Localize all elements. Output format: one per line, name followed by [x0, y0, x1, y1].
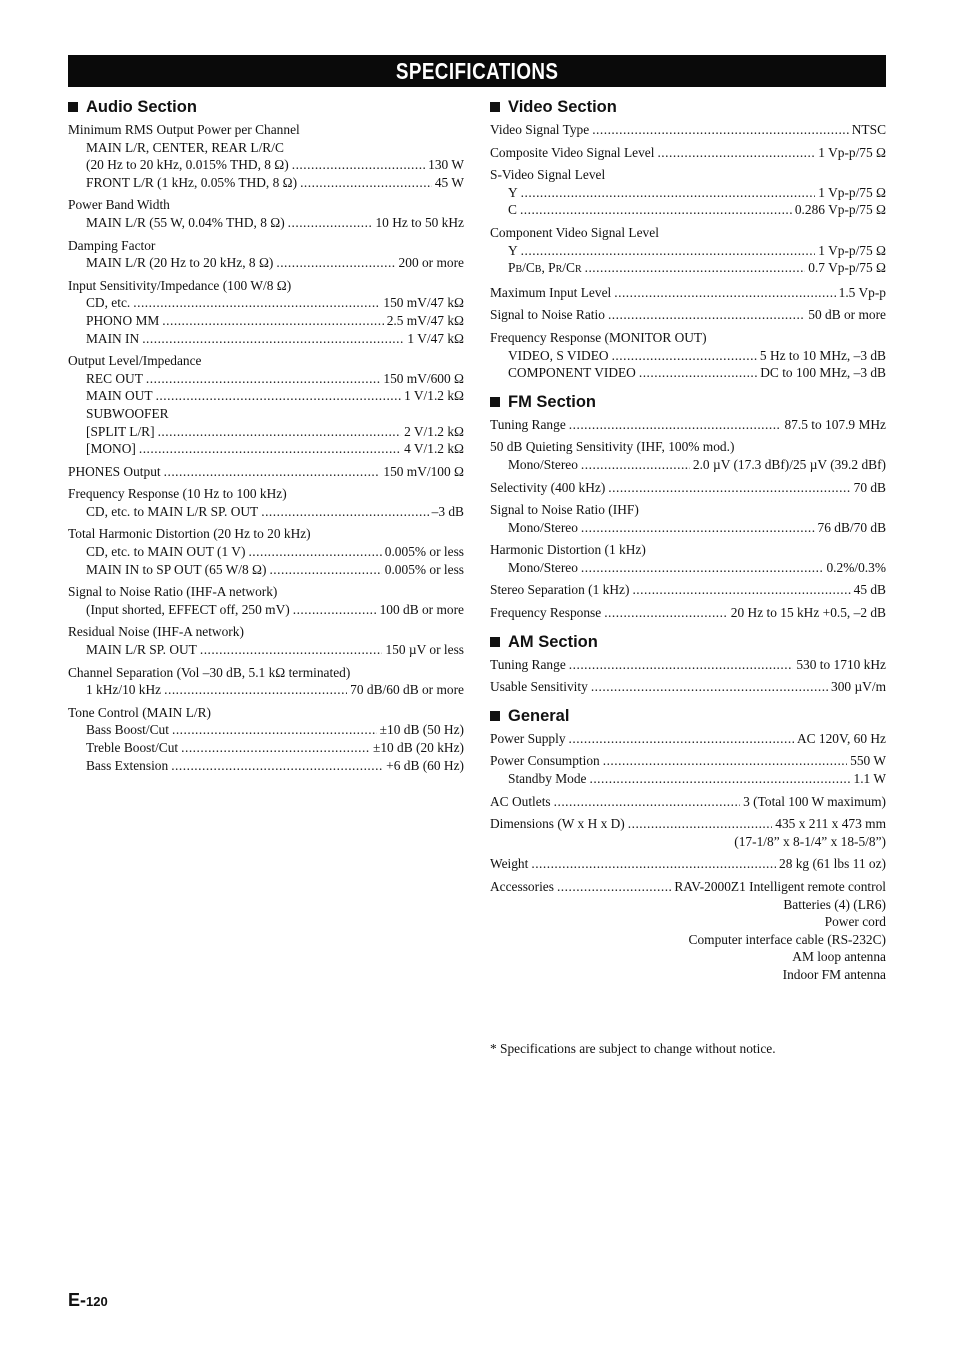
spec-power-supply — [490, 730, 886, 748]
spec-label: Signal to Noise Ratio (IHF) — [490, 502, 639, 518]
spec-dimensions — [490, 815, 886, 850]
spec-component — [490, 224, 886, 279]
spec-fm-harmonic — [490, 541, 886, 576]
spec-am-tuning — [490, 656, 886, 674]
fm-section-heading: FM Section — [490, 391, 886, 413]
spec-row: [MONO] ..... 4 V/1.2 kΩ — [68, 440, 464, 458]
spec-label: Damping Factor — [68, 237, 156, 253]
spec-min-rms — [68, 121, 464, 191]
spec-label: Total Harmonic Distortion (20 Hz to 20 kHz) — [68, 526, 311, 542]
spec-row: Standby Mode ..... 1.1 W — [490, 770, 886, 788]
spec-weight — [490, 855, 886, 873]
spec-row: CD, etc. ..... 150 mV/47 kΩ — [68, 294, 464, 312]
spec-row: MAIN L/R (55 W, 0.04% THD, 8 Ω) ..... 10 Hz to 50 kHz — [68, 214, 464, 232]
spec-row: Y ..... 1 Vp-p/75 Ω — [490, 242, 886, 260]
spec-row: REC OUT ..... 150 mV/600 Ω — [68, 370, 464, 388]
spec-composite — [490, 144, 886, 162]
spec-label: Frequency Response (10 Hz to 100 kHz) — [68, 486, 287, 502]
spec-frequency-response — [68, 485, 464, 520]
accessory-item: Power cord — [824, 914, 886, 930]
spec-row: Stereo Separation (1 kHz) ..... 45 dB — [490, 581, 886, 599]
spec-label: Tone Control (MAIN L/R) — [68, 704, 211, 720]
spec-channel-separation — [68, 664, 464, 699]
left-column — [68, 96, 464, 779]
spec-row: Composite Video Signal Level ..... 1 Vp-p/75 Ω — [490, 144, 886, 162]
spec-label: Output Level/Impedance — [68, 353, 202, 369]
footnote: * Specifications are subject to change without notice. — [490, 1041, 776, 1056]
spec-svideo — [490, 166, 886, 219]
spec-video-snr — [490, 306, 886, 324]
spec-row: Mono/Stereo ..... 76 dB/70 dB — [490, 519, 886, 537]
spec-row: MAIN IN ..... 1 V/47 kΩ — [68, 330, 464, 348]
spec-accessories — [490, 878, 886, 984]
spec-row: COMPONENT VIDEO ..... DC to 100 MHz, –3 dB — [490, 364, 886, 382]
spec-am-sensitivity — [490, 678, 886, 696]
spec-row: Power Consumption ..... 550 W — [490, 752, 886, 770]
spec-row: MAIN L/R (20 Hz to 20 kHz, 8 Ω) ..... 200 or more — [68, 254, 464, 272]
spec-fm-selectivity — [490, 479, 886, 497]
spec-label: Minimum RMS Output Power per Channel — [68, 122, 300, 137]
spec-row: (20 Hz to 20 kHz, 0.015% THD, 8 Ω) ..... 130 W — [68, 156, 464, 174]
right-column — [490, 96, 886, 989]
spec-label: Harmonic Distortion (1 kHz) — [490, 542, 646, 558]
spec-value-continued: (17-1/8” x 8-1/4” x 18-5/8”) — [734, 833, 886, 849]
accessory-item: Indoor FM antenna — [782, 966, 886, 982]
spec-row: Signal to Noise Ratio ..... 50 dB or more — [490, 306, 886, 324]
spec-row: MAIN L/R SP. OUT ..... 150 µV or less — [68, 641, 464, 659]
spec-row: VIDEO, S VIDEO ..... 5 Hz to 10 MHz, –3 dB — [490, 347, 886, 365]
spec-input-sensitivity — [68, 277, 464, 347]
spec-fm-freq — [490, 604, 886, 622]
spec-fm-quieting — [490, 438, 886, 473]
spec-row: (Input shorted, EFFECT off, 250 mV) ..... 100 dB or more — [68, 601, 464, 619]
spec-row: Bass Extension ..... +6 dB (60 Hz) — [68, 757, 464, 775]
spec-row: Mono/Stereo ..... 0.2%/0.3% — [490, 559, 886, 577]
spec-row: C ..... 0.286 Vp-p/75 Ω — [490, 201, 886, 219]
spec-row: PB/CB, PR/CR ..... 0.7 Vp-p/75 Ω — [490, 259, 886, 279]
spec-row: PHONO MM ..... 2.5 mV/47 kΩ — [68, 312, 464, 330]
spec-label: Channel Separation (Vol –30 dB, 5.1 kΩ terminated) — [68, 664, 351, 680]
spec-row: Frequency Response ..... 20 Hz to 15 kHz +0.5, –2 dB — [490, 604, 886, 622]
spec-row: Usable Sensitivity ..... 300 µV/m — [490, 678, 886, 696]
accessory-item: Batteries (4) (LR6) — [783, 896, 886, 912]
spec-row: Weight ..... 28 kg (61 lbs 11 oz) — [490, 855, 886, 873]
spec-ac-outlets — [490, 793, 886, 811]
spec-max-input — [490, 284, 886, 302]
spec-phones — [68, 463, 464, 481]
spec-row: MAIN OUT ..... 1 V/1.2 kΩ — [68, 387, 464, 405]
spec-damping — [68, 237, 464, 272]
spec-row: Dimensions (W x H x D) ..... 435 x 211 x 473 mm — [490, 815, 886, 833]
spec-row: Bass Boost/Cut ..... ±10 dB (50 Hz) — [68, 721, 464, 739]
spec-row: AC Outlets ..... 3 (Total 100 W maximum) — [490, 793, 886, 811]
spec-video-signal-type — [490, 121, 886, 139]
spec-fm-tuning — [490, 416, 886, 434]
accessory-item: Computer interface cable (RS-232C) — [688, 931, 886, 947]
spec-row: Y ..... 1 Vp-p/75 Ω — [490, 184, 886, 202]
spec-label: Signal to Noise Ratio (IHF-A network) — [68, 584, 278, 600]
spec-row: [SPLIT L/R] ..... 2 V/1.2 kΩ — [68, 423, 464, 441]
spec-row: FRONT L/R (1 kHz, 0.05% THD, 8 Ω) ..... 45 W — [68, 174, 464, 192]
spec-power-consumption — [490, 752, 886, 787]
spec-row: CD, etc. to MAIN L/R SP. OUT ..... –3 dB — [68, 503, 464, 521]
spec-row: Video Signal Type ..... NTSC — [490, 121, 886, 139]
square-bullet-icon — [490, 637, 500, 647]
spec-row: Mono/Stereo ..... 2.0 µV (17.3 dBf)/25 µV (39.2 dBf) — [490, 456, 886, 474]
spec-video-freq — [490, 329, 886, 382]
spec-row: Tuning Range ..... 530 to 1710 kHz — [490, 656, 886, 674]
spec-row: Maximum Input Level ..... 1.5 Vp-p — [490, 284, 886, 302]
spec-snr — [68, 583, 464, 618]
spec-label: S-Video Signal Level — [490, 167, 606, 183]
spec-row: Accessories ..... RAV-2000Z1 Intelligent remote control — [490, 878, 886, 896]
spec-fm-snr — [490, 501, 886, 536]
spec-sublabel: SUBWOOFER — [86, 405, 169, 421]
spec-row: PHONES Output ..... 150 mV/100 Ω — [68, 463, 464, 481]
spec-label: Frequency Response (MONITOR OUT) — [490, 329, 707, 345]
spec-fm-stereo-sep — [490, 581, 886, 599]
spec-label: Residual Noise (IHF-A network) — [68, 624, 244, 640]
spec-row: CD, etc. to MAIN OUT (1 V) ..... 0.005% or less — [68, 543, 464, 561]
spec-row: Power Supply ..... AC 120V, 60 Hz — [490, 730, 886, 748]
spec-tone-control — [68, 704, 464, 774]
general-section-heading: General — [490, 705, 886, 727]
spec-label: Power Band Width — [68, 197, 170, 213]
audio-section-heading: Audio Section — [68, 96, 464, 118]
spec-row: Selectivity (400 kHz) ..... 70 dB — [490, 479, 886, 497]
spec-label: Input Sensitivity/Impedance (100 W/8 Ω) — [68, 277, 292, 293]
spec-thd — [68, 525, 464, 578]
am-section-heading: AM Section — [490, 631, 886, 653]
spec-row: Treble Boost/Cut ..... ±10 dB (20 kHz) — [68, 739, 464, 757]
square-bullet-icon — [490, 102, 500, 112]
square-bullet-icon — [490, 711, 500, 721]
spec-sublabel: MAIN L/R, CENTER, REAR L/R/C — [86, 139, 284, 155]
spec-residual-noise — [68, 623, 464, 658]
square-bullet-icon — [68, 102, 78, 112]
spec-row: Tuning Range ..... 87.5 to 107.9 MHz — [490, 416, 886, 434]
accessory-item: AM loop antenna — [792, 949, 886, 965]
spec-label: Component Video Signal Level — [490, 224, 659, 240]
spec-power-band — [68, 196, 464, 231]
page-title — [68, 55, 886, 87]
page-title-text: SPECIFICATIONS — [395, 58, 559, 84]
spec-row: MAIN IN to SP OUT (65 W/8 Ω) ..... 0.005% or less — [68, 561, 464, 579]
spec-label: 50 dB Quieting Sensitivity (IHF, 100% mod.) — [490, 439, 735, 455]
page-number: E-120 — [68, 1290, 108, 1310]
square-bullet-icon — [490, 397, 500, 407]
video-section-heading: Video Section — [490, 96, 886, 118]
spec-output-level — [68, 352, 464, 458]
spec-row: 1 kHz/10 kHz ..... 70 dB/60 dB or more — [68, 681, 464, 699]
